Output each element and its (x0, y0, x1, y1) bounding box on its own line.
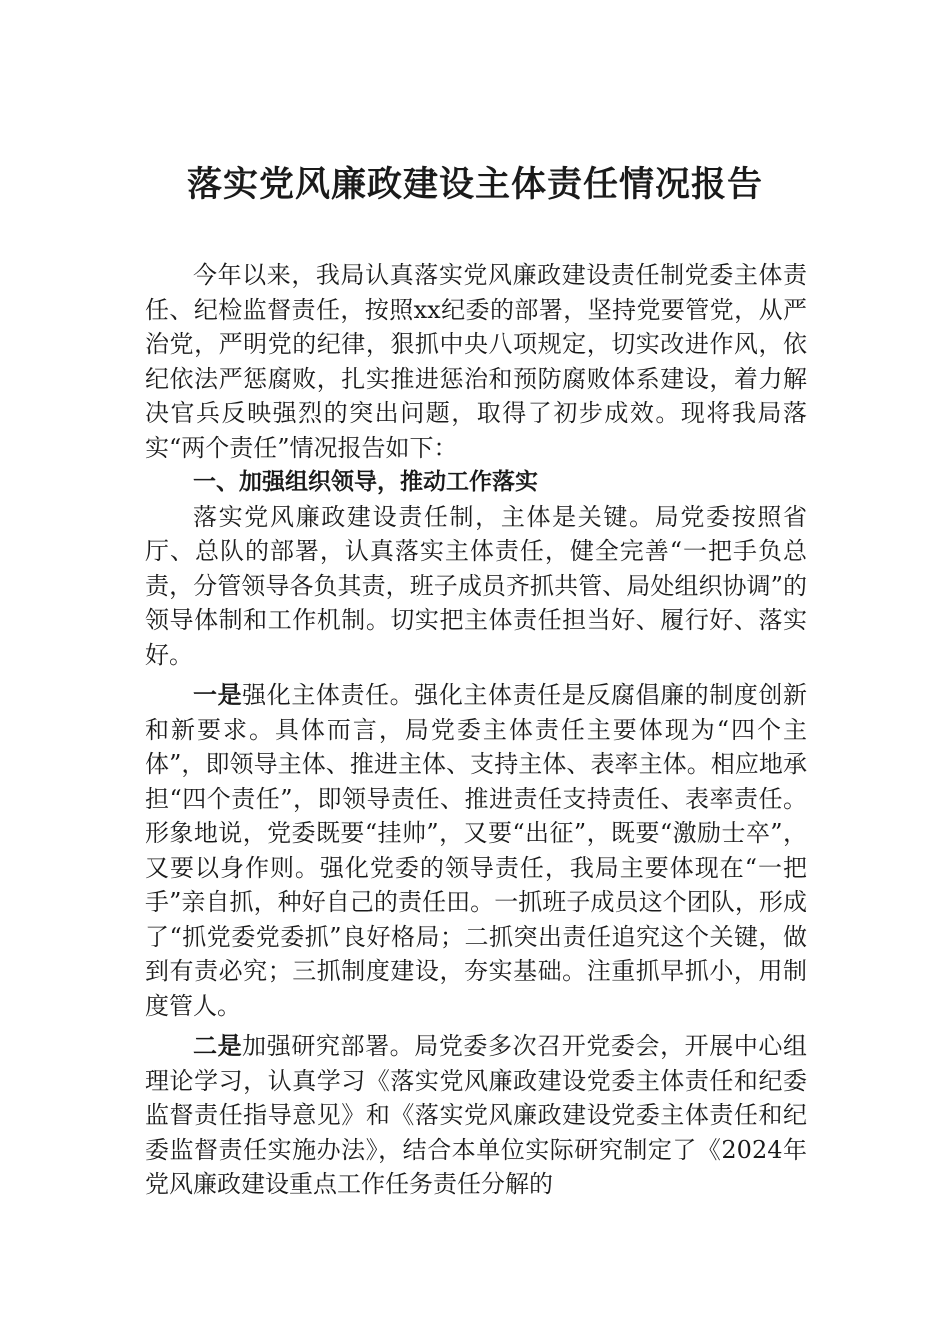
item-2-paragraph (145, 1029, 807, 1202)
item-2-text: 加强研究部署。局党委多次召开党委会，开展中心组理论学习，认真学习《落实党风廉政建设党委主体责任和纪委监督责任指导意见》和《落实党风廉政建设党委主体责任和纪委监督责任实施办法》，结合本单位实际研究制定了《2024年党风廉政建设重点工作任务责任分解的 (145, 1032, 808, 1198)
item-1-text: 强化主体责任。强化主体责任是反腐倡廉的制度创新和新要求。具体而言，局党委主体责任主要体现为“四个主体”，即领导主体、推进主体、支持主体、表率主体。相应地承担“四个责任”，即领导责任、推进责任支持责任、表率责任。形象地说，党委既要“挂帅”，又要“出征”，既要“激励士卒”，又要以身作则。强化党委的领导责任，我局主要体现在“一把手”亲自抓，种好自己的责任田。一抓班子成员这个团队，形成了“抓党委党委抓”良好格局；二抓突出责任追究这个关键，做到有责必究；三抓制度建设，夯实基础。注重抓早抓小，用制度管人。 (145, 681, 808, 1020)
intro-paragraph: 今年以来，我局认真落实党风廉政建设责任制党委主体责任、纪检监督责任，按照xx纪委的部署，坚持党要管党，从严治党，严明党的纪律，狠抓中央八项规定，切实改进作风，依纪依法严惩腐败，扎实推进惩治和预防腐败体系建设，着力解决官兵反映强烈的突出问题，取得了初步成效。现将我局落实“两个责任”情况报告如下： (145, 261, 807, 462)
document-body (145, 258, 807, 1202)
section-1-paragraph: 落实党风廉政建设责任制，主体是关键。局党委按照省厅、总队的部署，认真落实主体责任，健全完善“一把手负总责，分管领导各负其责，班子成员齐抓共管、局处组织协调”的领导体制和工作机制。切实把主体责任担当好、履行好、落实好。 (145, 502, 807, 669)
section-1-heading: 一、加强组织领导，推动工作落实 (193, 469, 538, 495)
item-1-paragraph (145, 678, 807, 1023)
item-2-lead: 二是 (193, 1032, 243, 1060)
document-title: 落实党风廉政建设主体责任情况报告 (186, 164, 763, 205)
item-1-lead: 一是 (193, 681, 243, 709)
